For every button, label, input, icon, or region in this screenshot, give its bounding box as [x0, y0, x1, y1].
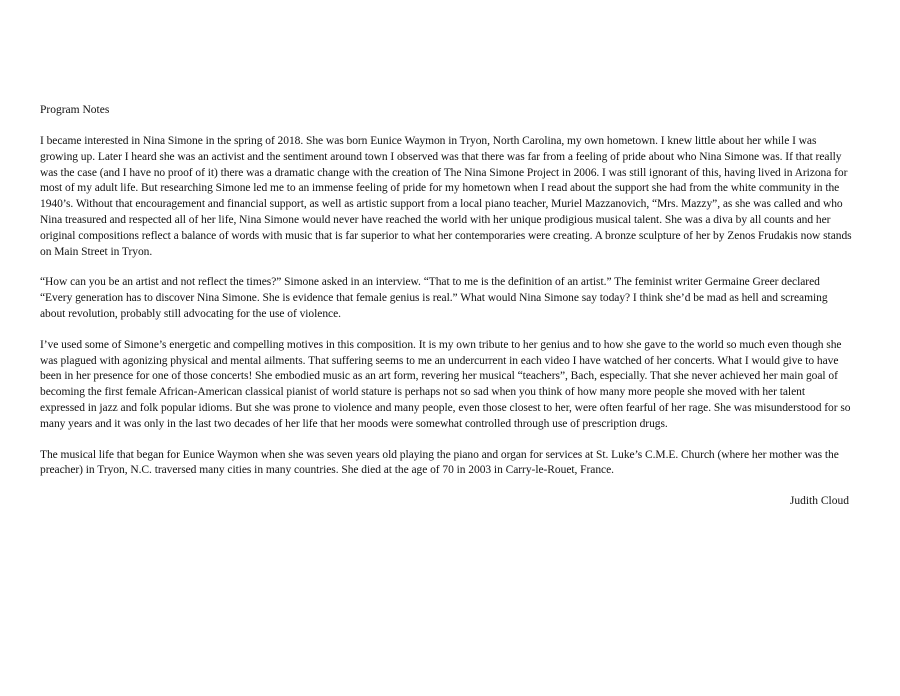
program-notes-page: [40, 103, 852, 508]
paragraph-quote: “How can you be an artist and not reflect the times?” Simone asked in an interview. “That to me is the definition of an artist.” The feminist writer Germaine Greer declared “Every generation has to discover Nina Simone. She is evidence that female genius is real.” What would Nina Simone say today? I think she’d be mad as hell and screaming about revolution, probably still advocating for the use of violence.: [40, 276, 828, 320]
paragraph-tribute: I’ve used some of Simone’s energetic and compelling motives in this composition. It is my own tribute to her genius and to how she gave to the world so much even though she was plagued with agonizing physical and mental ailments. That suffering seems to me an undercurrent in each video I have watched of her concerts. What I would give to have been in her presence for one of those concerts! She embodied music as an art form, revering her musical “teachers”, Bach, especially. That she never achieved her main goal of becoming the first female African-American classical pianist of world stature is perhaps not so sad when you think of how many more people she moved with her talent expressed in jazz and folk popular idioms. But she was prone to violence and many people, even those closest to her, were often fearful of her rage. She was misunderstood for so many years and it was only in the last two decades of her life that her moods were somewhat controlled through use of prescription drugs.: [40, 338, 851, 430]
paragraph-conclusion: The musical life that began for Eunice Waymon when she was seven years old playing the piano and organ for services at St. Luke’s C.M.E. Church (where her mother was the preacher) in Tryon, N.C. traversed many cities in many countries. She died at the age of 70 in 2003 in Carry-le-Rouet, France.: [40, 448, 839, 477]
page-title: Program Notes: [40, 104, 110, 116]
paragraph-intro: I became interested in Nina Simone in the spring of 2018. She was born Eunice Waymon in Tryon, North Carolina, my own hometown. I knew little about her while I was growing up. Later I heard she was an activist and the sentiment around town I observed was that there was far from a feeling of pride about who Nina Simone was. If that really was the case (and I have no proof of it) there was a dramatic change with the creation of The Nina Simone Project in 2006. I was still ignorant of this, having lived in Arizona for most of my adult life. But researching Simone led me to an immense feeling of pride for my hometown when I read about the support she had from the white community in the 1940’s. Without that encouragement and financial support, as well as artistic support from a local piano teacher, Muriel Mazzanovich, “Mrs. Mazzy”, as she was called and who Nina treasured and respected all of her life, Nina Simone would never have reached the world with her unique prodigious musical talent. She was a diva by all counts and her original compositions reflect a balance of words with music that is far superior to what her contemporaries were creating. A bronze sculpture of her by Zenos Frudakis now stands on Main Street in Tryon.: [40, 135, 852, 258]
author-signature: Judith Cloud: [789, 495, 849, 508]
